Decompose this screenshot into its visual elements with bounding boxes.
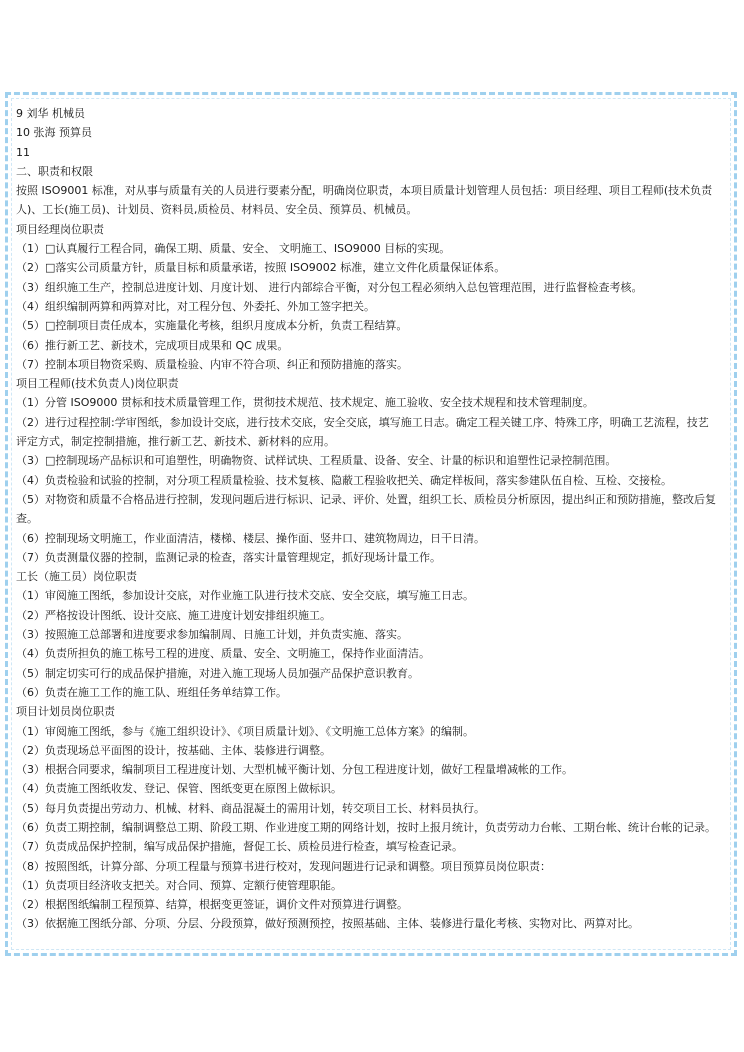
list-item: （6）负责在施工工作的施工队、班组任务单结算工作。 [16,685,287,699]
list-item: （5）制定切实可行的成品保护措施，对进入施工现场人员加强产品保护意识教育。 [16,666,419,680]
subsection-heading: 工长（施工员）岗位职责 [16,570,137,584]
list-item: （4）负责所担负的施工栋号工程的进度、质量、安全、文明施工，保持作业面清洁。 [16,647,430,661]
list-item: （1）分管 ISO9000 贯标和技术质量管理工作，贯彻技术规范、技术规定、施工验收、安全技术规程和技术管理制度。 [16,396,594,410]
subsection-heading: 项目经理岗位职责 [16,222,104,236]
list-item: （6）控制现场文明施工，作业面清洁，楼梯、楼层、操作面、竖井口、建筑物周边，日干日清。 [16,531,485,545]
list-item: （3）依据施工图纸分部、分项、分层、分段预算，做好预测预控，按照基础、主体、装修进行量化考核、实物对比、两算对比。 [16,917,639,931]
list-item: （7）控制本项目物资采购、质量检验、内审不符合项、纠正和预防措施的落实。 [16,357,408,371]
list-item: （3）组织施工生产，控制总进度计划、月度计划、 进行内部综合平衡，对分包工程必须纳入总包管理范围，进行监督检查考核。 [16,280,643,294]
subsection-heading: 项目计划员岗位职责 [16,705,115,719]
staff-line-10: 10 张海 预算员 [16,126,92,140]
section-heading: 二、职责和权限 [16,164,93,178]
list-item: （2）□落实公司质量方针，质量目标和质量承诺，按照 ISO9002 标准，建立文件化质量保证体系。 [16,261,506,275]
staff-line-9: 9 刘华 机械员 [16,107,85,120]
list-item: （3）□控制现场产品标识和可追塑性，明确物资、试样试块、工程质量、设备、安全、计量的标识和追塑性记录控制范围。 [16,454,617,468]
list-item: （4）组织编制两算和两算对比，对工程分包、外委托、外加工签字把关。 [16,299,375,313]
list-item: （5）每月负责提出劳动力、机械、材料、商品混凝土的需用计划，转交项目工长、材料员执行。 [16,801,485,815]
list-item: （3）根据合同要求，编制项目工程进度计划、大型机械平衡计划、分包工程进度计划，做好工程量增减帐的工作。 [16,763,573,777]
staff-line-11: 11 [16,145,30,159]
paragraph-line: 人)、工长(施工员)、计划员、资料员,质检员、材料员、安全员、预算员、机械员。 [16,203,418,217]
list-item: （3）按照施工总部署和进度要求参加编制周、日施工计划，并负责实施、落实。 [16,628,408,642]
list-item: （1）审阅施工图纸，参与《施工组织设计》、《项目质量计划》、《文明施工总体方案》的编制。 [16,724,474,738]
list-item: （1）负责项目经济收支把关。对合同、预算、定额行使管理职能。 [16,878,342,892]
list-item: （2）负责现场总平面图的设计，按基础、主体、装修进行调整。 [16,743,331,757]
list-item: （1）审阅施工图纸，参加设计交底，对作业施工队进行技术交底、安全交底，填写施工日志。 [16,589,474,603]
list-item: （2）进行过程控制:学审图纸，参加设计交底，进行技术交底，安全交底，填写施工日志。确定工程关键工序、特殊工序，明确工艺流程，技艺 [16,415,709,429]
subsection-heading: 项目工程师(技术负责人)岗位职责 [16,377,179,391]
list-item: （5）□控制项目责任成本，实施量化考核，组织月度成本分析，负责工程结算。 [16,319,408,333]
list-item: （5）对物资和质量不合格品进行控制，发现问题后进行标识、记录、评价、处置，组织工长、质检员分析原因，提出纠正和预防措施，整改后复 [16,492,716,506]
paragraph-line: 按照 ISO9001 标准，对从事与质量有关的人员进行要素分配，明确岗位职责，本项目质量计划管理人员包括：项目经理、项目工程师(技术负责 [16,184,713,198]
list-item-continuation: 评定方式，制定控制措施，推行新工艺、新技术、新材料的应用。 [16,435,335,449]
list-item: （7）负责测量仪器的控制，监测记录的检查，落实计量管理规定，抓好现场计量工作。 [16,550,441,564]
list-item: （4）负责检验和试验的控制，对分项工程质量检验、技术复核、隐蔽工程验收把关、确定样板间，落实参建队伍自检、互检、交接检。 [16,473,672,487]
document-body [16,104,728,934]
list-item: （7）负责成品保护控制，编写成品保护措施，督促工长、质检员进行检查，填写检查记录。 [16,840,463,854]
list-item: （2）严格按设计图纸、设计交底、施工进度计划安排组织施工。 [16,608,331,622]
list-item: （2）根据图纸编制工程预算、结算，根据变更签证，调价文件对预算进行调整。 [16,898,408,912]
list-item: （1）□认真履行工程合同，确保工期、质量、安全、 文明施工、ISO9000 目标的实现。 [16,242,451,256]
list-item-continuation: 查。 [16,512,38,526]
list-item: （6）推行新工艺、新技术，完成项目成果和 QC 成果。 [16,338,289,352]
list-item: （8）按照图纸，计算分部、分项工程量与预算书进行校对，发现问题进行记录和调整。项目预算员岗位职责： [16,859,551,873]
list-item: （6）负责工期控制，编制调整总工期、阶段工期、作业进度工期的网络计划，按时上报月统计，负责劳动力台帐、工期台帐、统计台帐的记录。 [16,820,716,834]
list-item: （4）负责施工图纸收发、登记、保管、图纸变更在原图上做标识。 [16,782,342,796]
